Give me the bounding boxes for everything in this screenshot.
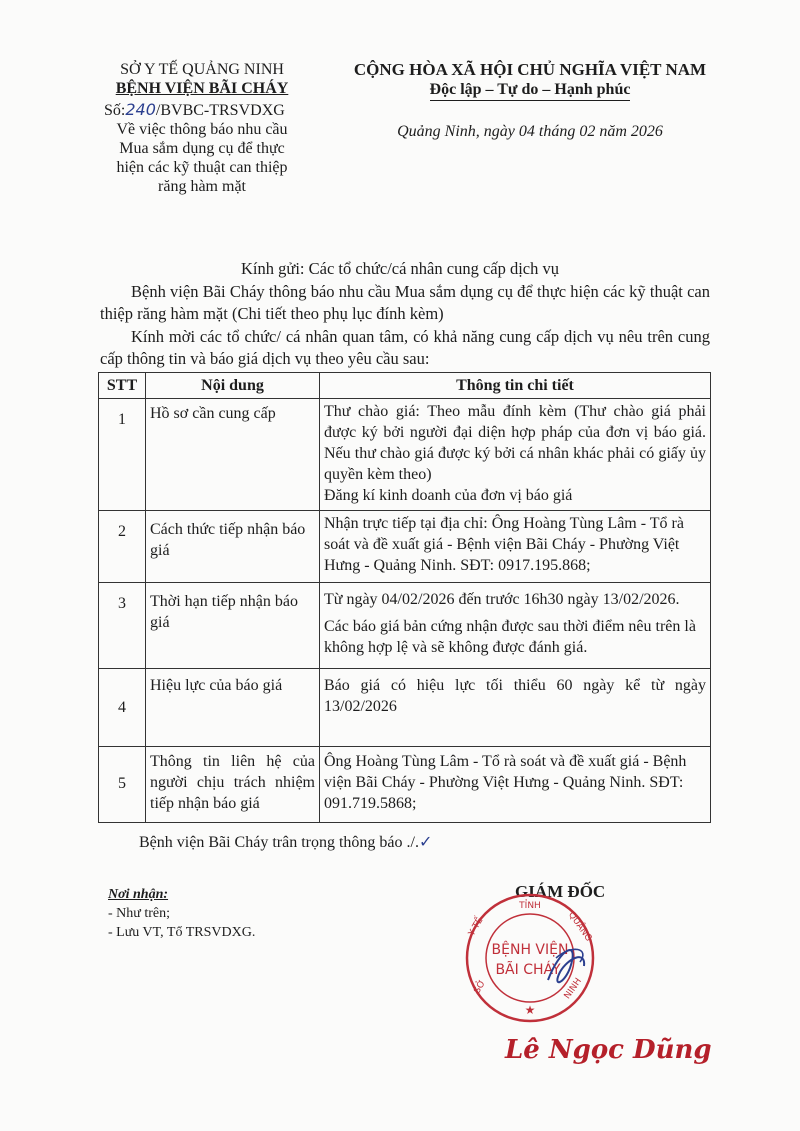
signer-title: GIÁM ĐỐC bbox=[515, 882, 606, 901]
document-number: Số:240/BVBC-TRSVDXG bbox=[104, 100, 285, 119]
official-seal-icon bbox=[460, 888, 600, 1028]
table-row: 4 Hiệu lực của báo giá Báo giá có hiệu lực tối thiểu 60 ngày kể từ ngày 13/02/2026 bbox=[99, 669, 711, 747]
recipients-block: Nơi nhận: - Như trên; - Lưu VT, Tổ TRSVDXG. bbox=[108, 887, 256, 940]
svg-text:TỈNH: TỈNH bbox=[519, 901, 541, 911]
document-date: Quảng Ninh, ngày 04 tháng 02 năm 2026 bbox=[397, 123, 663, 140]
document-subject: Về việc thông báo nhu cầu Mua sắm dụng cụ để thực hiện các kỹ thuật can thiệp răng hàm mặt bbox=[116, 121, 288, 195]
recipients-title: Nơi nhận: bbox=[108, 887, 169, 902]
header-stt: STT bbox=[99, 373, 146, 399]
handwritten-number: 240 bbox=[125, 100, 156, 119]
table-row: 1 Hồ sơ cần cung cấp Thư chào giá: Theo mẫu đính kèm (Thư chào giá phải được ký bởi người đại diện hợp pháp của đơn vị báo giá. Nếu thư chào giá được ký bởi cá nhân khác phải có giấy ủy quyền kèm theo) Đăng kí kinh doanh của đơn vị báo giá bbox=[99, 399, 711, 511]
org-name: BỆNH VIỆN BÃI CHÁY bbox=[115, 80, 289, 97]
svg-text:Y TẾ: Y TẾ bbox=[467, 916, 486, 938]
header-right bbox=[330, 60, 730, 141]
table-row: 3 Thời hạn tiếp nhận báo giá Từ ngày 04/02/2026 đến trước 16h30 ngày 13/02/2026. Các báo giá bản cứng nhận được sau thời điểm nêu trên là không hợp lệ và sẽ không được đánh giá. bbox=[99, 583, 711, 669]
recipient-line: Kính gửi: Các tổ chức/cá nhân cung cấp dịch vụ bbox=[241, 259, 559, 278]
header-left bbox=[82, 60, 322, 196]
paragraph-invitation: Kính mời các tổ chức/ cá nhân quan tâm, có khả năng cung cấp dịch vụ nêu trên cung cấp thông tin và báo giá dịch vụ theo yêu cầu sau: bbox=[100, 327, 710, 368]
paragraph-notice: Bệnh viện Bãi Cháy thông báo nhu cầu Mua sắm dụng cụ để thực hiện các kỹ thuật can thiệp răng hàm mặt (Chi tiết theo phụ lục đính kèm) bbox=[100, 282, 710, 323]
svg-text:BỆNH VIỆN: BỆNH VIỆN bbox=[491, 942, 569, 958]
header-noi-dung: Nội dung bbox=[146, 373, 320, 399]
svg-text:★: ★ bbox=[524, 1003, 536, 1017]
initials-mark: ✓ bbox=[418, 832, 433, 851]
table-header-row bbox=[99, 373, 711, 399]
signer-name: Lê Ngọc Dũng bbox=[505, 1035, 712, 1065]
org-parent: SỞ Y TẾ QUẢNG NINH bbox=[120, 61, 284, 78]
header-thong-tin: Thông tin chi tiết bbox=[320, 373, 711, 399]
closing-line: Bệnh viện Bãi Cháy trân trọng thông báo ./.✓ bbox=[139, 832, 433, 851]
country-name: CỘNG HÒA XÃ HỘI CHỦ NGHĨA VIỆT NAM bbox=[353, 60, 707, 79]
svg-text:BÃI CHÁY: BÃI CHÁY bbox=[495, 962, 561, 978]
motto: Độc lập – Tự do – Hạnh phúc bbox=[430, 80, 631, 101]
svg-text:NINH: NINH bbox=[562, 976, 585, 1002]
table-row: 2 Cách thức tiếp nhận báo giá Nhận trực tiếp tại địa chỉ: Ông Hoàng Tùng Lâm - Tổ rà soát và đề xuất giá - Bệnh viện Bãi Cháy - Phường Việt Hưng - Quảng Ninh. SĐT: 0917.195.868; bbox=[99, 511, 711, 583]
svg-text:SỞ: SỞ bbox=[472, 978, 489, 996]
table-row: 5 Thông tin liên hệ của người chịu trách nhiệm tiếp nhận báo giá Ông Hoàng Tùng Lâm - Tổ rà soát và đề xuất giá - Bệnh viện Bãi Cháy - Phường Việt Hưng - Quảng Ninh. SĐT: 091.719.5868; bbox=[99, 747, 711, 823]
requirements-table bbox=[98, 372, 711, 823]
svg-text:QUẢNG: QUẢNG bbox=[565, 910, 594, 944]
